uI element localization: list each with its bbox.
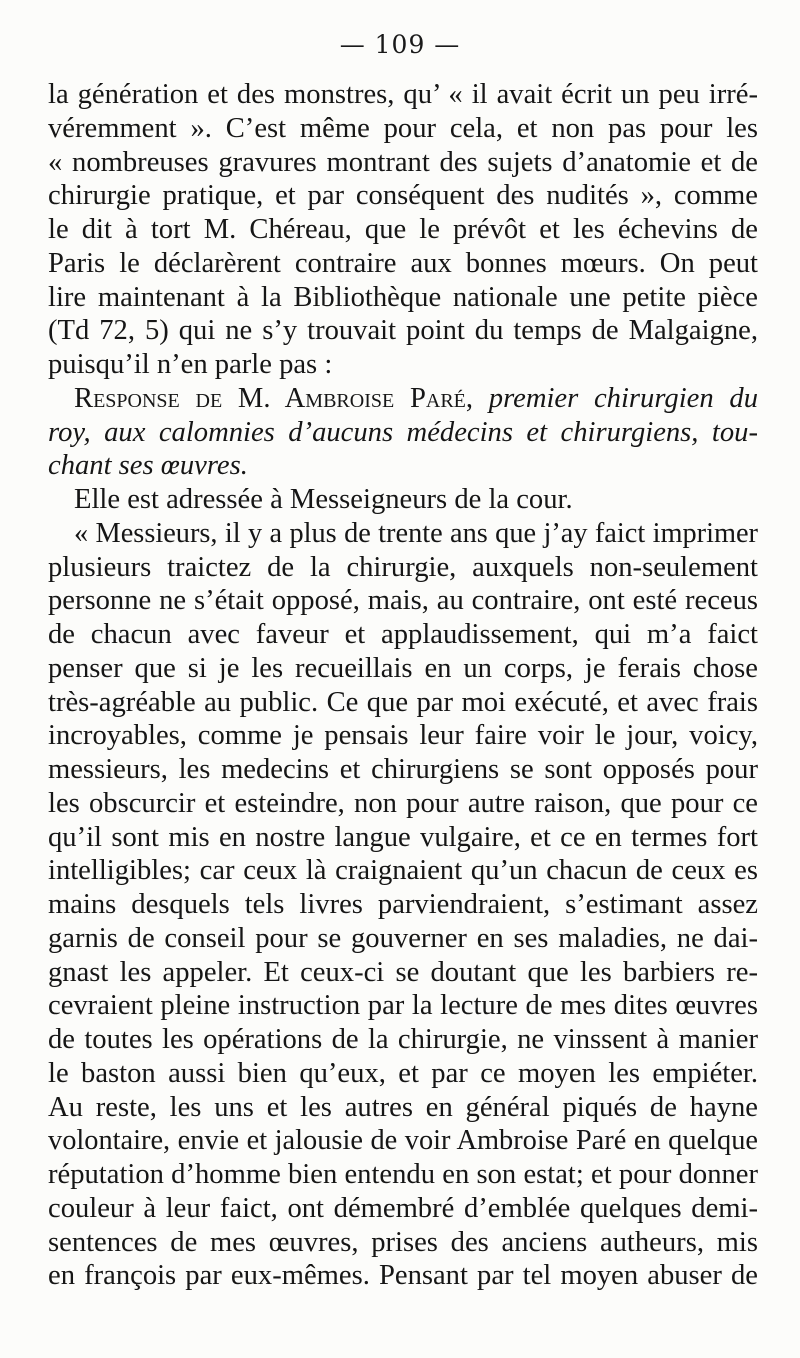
text-line: le baston aussi bien qu’eux, et par ce moyen les empiéter. — [48, 1057, 758, 1089]
text-line: sentences de mes œuvres, prises des anciens autheurs, mis — [48, 1226, 758, 1258]
text-line: très-agréable au public. Ce que par moi exécuté, et avec frais — [48, 686, 758, 718]
text-line: couleur à leur faict, ont démembré d’emblée quelques demi- — [48, 1192, 758, 1224]
text-line: penser que si je les recueillais en un corps, je ferais chose — [48, 652, 758, 684]
text-line: puisqu’il n’en parle pas : — [48, 349, 333, 380]
text-line: plusieurs traictez de la chirurgie, auxquels non-seulement — [48, 551, 758, 583]
text-line: (Td 72, 5) qui ne s’y trouvait point du temps de Malgaigne, — [48, 315, 758, 347]
text-line: cevraient pleine instruction par la lecture de mes dites œuvres — [48, 990, 758, 1022]
text-line: réputation d’homme bien entendu en son estat; et pour donner — [48, 1159, 758, 1190]
text-line: véremment ». C’est même pour cela, et non pas pour les — [48, 112, 758, 144]
heading-line — [48, 382, 758, 416]
text-line: en françois par eux-mêmes. Pensant par tel moyen abuser de — [48, 1260, 758, 1292]
text-line: incroyables, comme je pensais leur faire voir le jour, voicy, — [48, 720, 758, 752]
text-line: chirurgie pratique, et par conséquent des nudités », comme — [48, 180, 758, 212]
heading-line: chant ses œuvres. — [48, 450, 248, 482]
text-line: de toutes les opérations de la chirurgie, ne vinssent à manier — [48, 1024, 758, 1055]
text-line: la génération et des monstres, qu’ « il avait écrit un peu irré- — [48, 79, 758, 110]
page-number: — 109 — — [339, 30, 461, 59]
text-line: les obscurcir et esteindre, non pour autre raison, que pour ce — [48, 787, 758, 819]
text-line: intelligibles; car ceux là craignaient qu’un chacun de ceux es — [48, 855, 758, 887]
heading-line: roy, aux calomnies d’aucuns médecins et chirurgiens, tou- — [48, 416, 758, 448]
body-text — [48, 78, 758, 1293]
text-line: gnast les appeler. Et ceux-ci se doutant que les barbiers re- — [48, 956, 758, 988]
text-line: « nombreuses gravures montrant des sujets d’anatomie et de — [48, 146, 758, 178]
text-line: Au reste, les uns et les autres en général piqués de hayne — [48, 1091, 758, 1123]
text-line: de chacun avec faveur et applaudissement, qui m’a faict — [48, 619, 758, 650]
text-line: messieurs, les medecins et chirurgiens se sont opposés pour — [48, 754, 758, 785]
text-line: le dit à tort M. Chéreau, que le prévôt et les échevins de — [48, 214, 758, 245]
text-line: mains desquels tels livres parviendraient, s’estimant assez — [48, 889, 758, 920]
text-line: lire maintenant à la Bibliothèque nationale une petite pièce — [48, 281, 758, 313]
text-line: Paris le déclarèrent contraire aux bonnes mœurs. On peut — [48, 247, 758, 279]
text-line: qu’il sont mis en nostre langue vulgaire, et ce en termes fort — [48, 821, 758, 853]
text-line: Elle est adressée à Messeigneurs de la cour. — [74, 484, 573, 515]
heading-title: Response de M. Ambroise Paré, — [74, 382, 474, 414]
text-line: « Messieurs, il y a plus de trente ans que j’ay faict imprimer — [74, 517, 758, 549]
text-line: garnis de conseil pour se gouverner en ses maladies, ne dai- — [48, 922, 758, 954]
text-line: personne ne s’était opposé, mais, au contraire, ont esté receus — [48, 585, 758, 617]
text-line: volontaire, envie et jalousie de voir Ambroise Paré en quelque — [48, 1125, 758, 1157]
heading-subtitle: premier chirurgien du — [473, 382, 758, 414]
